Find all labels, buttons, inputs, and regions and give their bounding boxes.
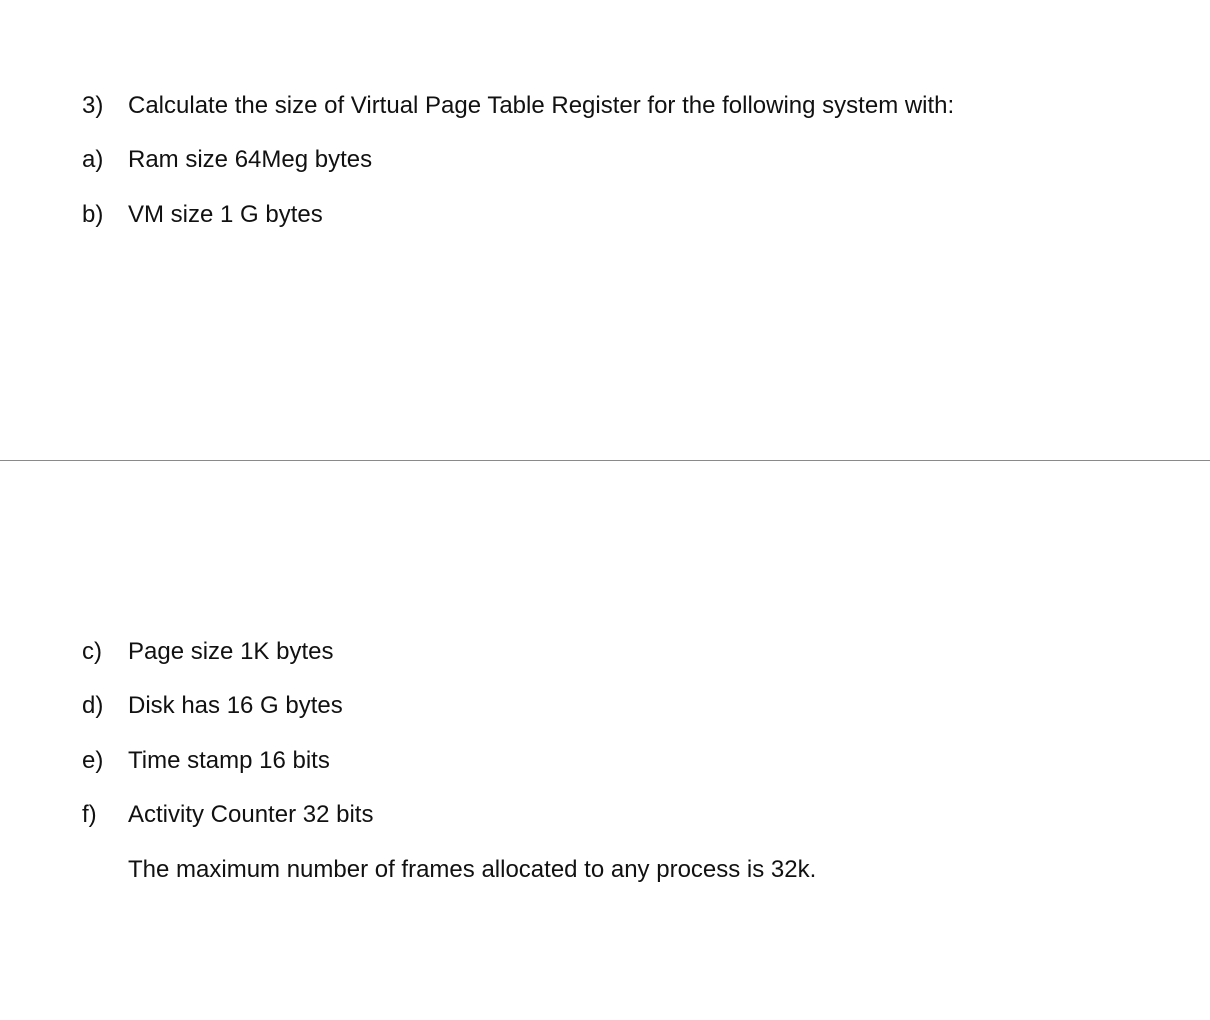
list-marker: f) <box>82 801 97 828</box>
list-marker: a) <box>82 146 104 173</box>
list-text: Ram size 64Meg bytes <box>128 146 373 173</box>
note-text: The maximum number of frames allocated to any process is 32k. <box>128 856 817 883</box>
list-text: Page size 1K bytes <box>128 638 334 665</box>
list-text: Activity Counter 32 bits <box>128 801 374 828</box>
list-marker: d) <box>82 692 104 719</box>
page-break-divider <box>0 460 1210 461</box>
question-number: 3) <box>82 92 104 119</box>
list-text: VM size 1 G bytes <box>128 201 323 228</box>
list-marker: b) <box>82 201 104 228</box>
list-marker: e) <box>82 747 104 774</box>
list-text: Time stamp 16 bits <box>128 747 330 774</box>
list-text: Disk has 16 G bytes <box>128 692 343 719</box>
question-prompt: Calculate the size of Virtual Page Table Register for the following system with: <box>128 92 955 119</box>
list-marker: c) <box>82 638 102 665</box>
